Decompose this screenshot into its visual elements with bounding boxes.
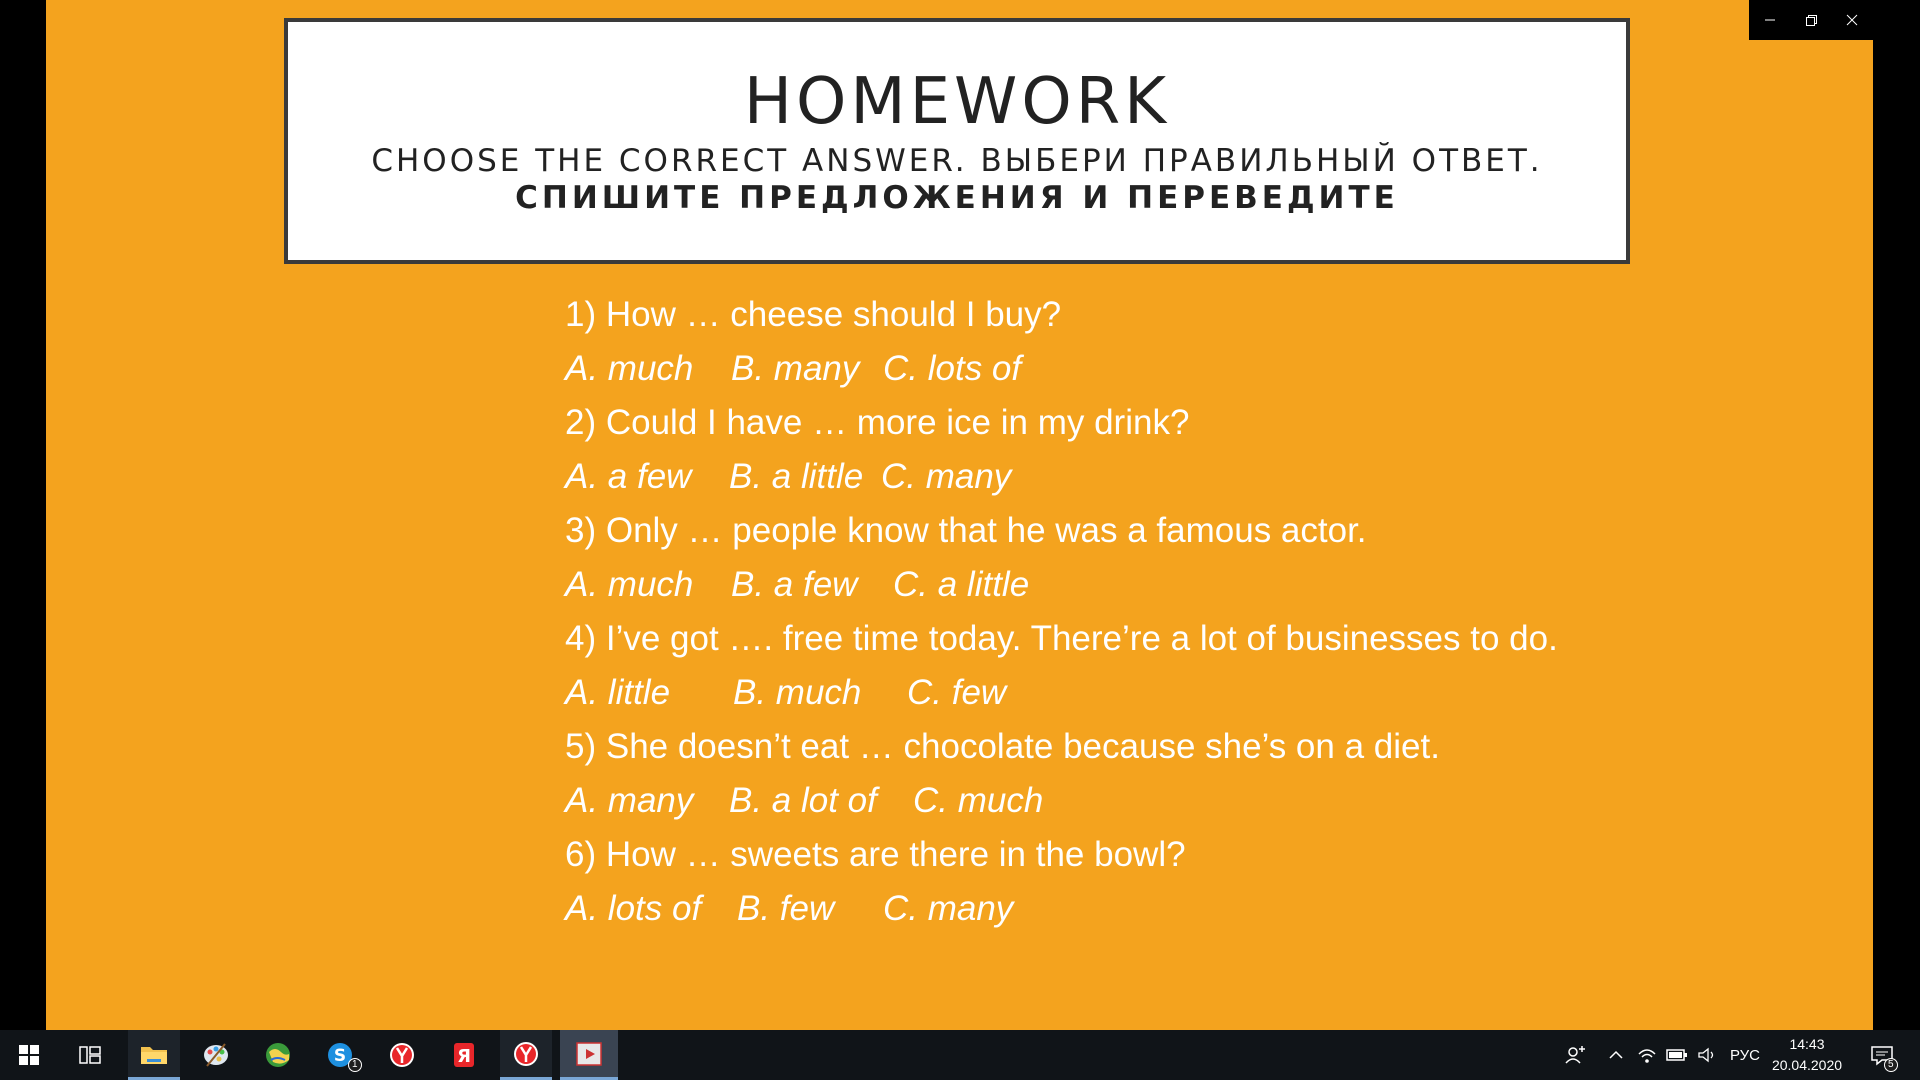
minimize-icon bbox=[1763, 13, 1777, 27]
slide-subtitle-line2: СПИШИТЕ ПРЕДЛОЖЕНИЯ И ПЕРЕВЕДИТЕ bbox=[515, 180, 1399, 217]
globe-icon bbox=[263, 1040, 293, 1070]
play-icon bbox=[574, 1040, 604, 1068]
question-6: 6) How … sweets are there in the bowl? bbox=[565, 835, 1186, 874]
option-5c: C. much bbox=[913, 781, 1044, 820]
file-explorer-button[interactable] bbox=[128, 1030, 180, 1080]
window-controls bbox=[1749, 0, 1873, 40]
title-box bbox=[284, 18, 1630, 264]
clock-date: 20.04.2020 bbox=[1771, 1057, 1843, 1073]
palette-icon bbox=[201, 1040, 231, 1070]
options-4 bbox=[565, 666, 1665, 720]
options-2 bbox=[565, 450, 1665, 504]
people-button[interactable] bbox=[1560, 1030, 1590, 1080]
options-1 bbox=[565, 342, 1665, 396]
chevron-up-icon bbox=[1608, 1049, 1624, 1061]
option-1b: B. many bbox=[731, 349, 860, 388]
option-2a: A. a few bbox=[565, 457, 692, 496]
presentation-slide bbox=[46, 0, 1873, 1030]
yandex-icon bbox=[449, 1040, 479, 1070]
svg-text:Я: Я bbox=[457, 1046, 471, 1067]
restore-button[interactable] bbox=[1790, 0, 1831, 40]
option-2b: B. a little bbox=[729, 457, 864, 496]
skype-badge: 1 bbox=[348, 1058, 362, 1072]
option-3c: C. a little bbox=[893, 565, 1030, 604]
svg-text:S: S bbox=[333, 1046, 347, 1066]
restore-icon bbox=[1804, 13, 1818, 27]
yandex-browser-icon bbox=[511, 1039, 541, 1069]
slide-subtitle-line1: CHOOSE THE CORRECT ANSWER. ВЫБЕРИ ПРАВИЛЬНЫЙ ОТВЕТ. bbox=[371, 143, 1543, 179]
yandex-browser-2-button[interactable] bbox=[500, 1030, 552, 1080]
slide-title: HOMEWORK bbox=[743, 65, 1171, 139]
question-5: 5) She doesn’t eat … chocolate because she’s on a diet. bbox=[565, 727, 1440, 766]
network-button[interactable] bbox=[1634, 1030, 1660, 1080]
option-4a: A. little bbox=[565, 673, 671, 712]
option-1c: C. lots of bbox=[883, 349, 1022, 388]
notification-badge: 5 bbox=[1884, 1058, 1898, 1072]
options-5 bbox=[565, 774, 1665, 828]
options-3 bbox=[565, 558, 1665, 612]
question-1: 1) How … cheese should I buy? bbox=[565, 295, 1062, 334]
task-view-icon bbox=[78, 1044, 102, 1066]
option-6c: C. many bbox=[883, 889, 1014, 928]
clock-time: 14:43 bbox=[1789, 1036, 1825, 1052]
volume-button[interactable] bbox=[1694, 1030, 1720, 1080]
close-icon bbox=[1845, 13, 1859, 27]
question-4: 4) I’ve got …. free time today. There’re a lot of businesses to do. bbox=[565, 619, 1558, 658]
option-3a: A. much bbox=[565, 565, 694, 604]
question-3: 3) Only … people know that he was a famous actor. bbox=[565, 511, 1367, 550]
wifi-icon bbox=[1637, 1046, 1657, 1064]
task-view-button[interactable] bbox=[66, 1030, 114, 1080]
yandex-app-button[interactable] bbox=[438, 1030, 490, 1080]
yandex-browser-icon bbox=[387, 1040, 417, 1070]
option-6a: A. lots of bbox=[565, 889, 702, 928]
battery-button[interactable] bbox=[1664, 1030, 1690, 1080]
globe-app-button[interactable] bbox=[252, 1030, 304, 1080]
option-1a: A. much bbox=[565, 349, 694, 388]
language-indicator[interactable]: РУС bbox=[1729, 1046, 1761, 1064]
paint-app-button[interactable] bbox=[190, 1030, 242, 1080]
folder-icon bbox=[139, 1041, 169, 1067]
clock[interactable] bbox=[1767, 1034, 1847, 1076]
video-player-button[interactable] bbox=[560, 1030, 618, 1080]
option-2c: C. many bbox=[881, 457, 1012, 496]
option-3b: B. a few bbox=[731, 565, 858, 604]
question-2: 2) Could I have … more ice in my drink? bbox=[565, 403, 1190, 442]
minimize-button[interactable] bbox=[1749, 0, 1790, 40]
people-icon bbox=[1564, 1044, 1586, 1066]
option-6b: B. few bbox=[737, 889, 835, 928]
action-center-button[interactable] bbox=[1862, 1030, 1902, 1080]
option-4b: B. much bbox=[733, 673, 862, 712]
taskbar bbox=[0, 1030, 1920, 1080]
skype-app-button[interactable] bbox=[314, 1030, 366, 1080]
windows-logo-icon bbox=[18, 1044, 40, 1066]
speaker-icon bbox=[1697, 1046, 1717, 1064]
option-5a: A. many bbox=[565, 781, 694, 820]
questions-list bbox=[565, 288, 1665, 936]
battery-icon bbox=[1666, 1048, 1688, 1062]
start-button[interactable] bbox=[0, 1030, 58, 1080]
show-hidden-icons-button[interactable] bbox=[1604, 1030, 1628, 1080]
yandex-browser-1-button[interactable] bbox=[376, 1030, 428, 1080]
options-6 bbox=[565, 882, 1665, 936]
option-4c: C. few bbox=[907, 673, 1007, 712]
option-5b: B. a lot of bbox=[729, 781, 877, 820]
close-button[interactable] bbox=[1832, 0, 1873, 40]
